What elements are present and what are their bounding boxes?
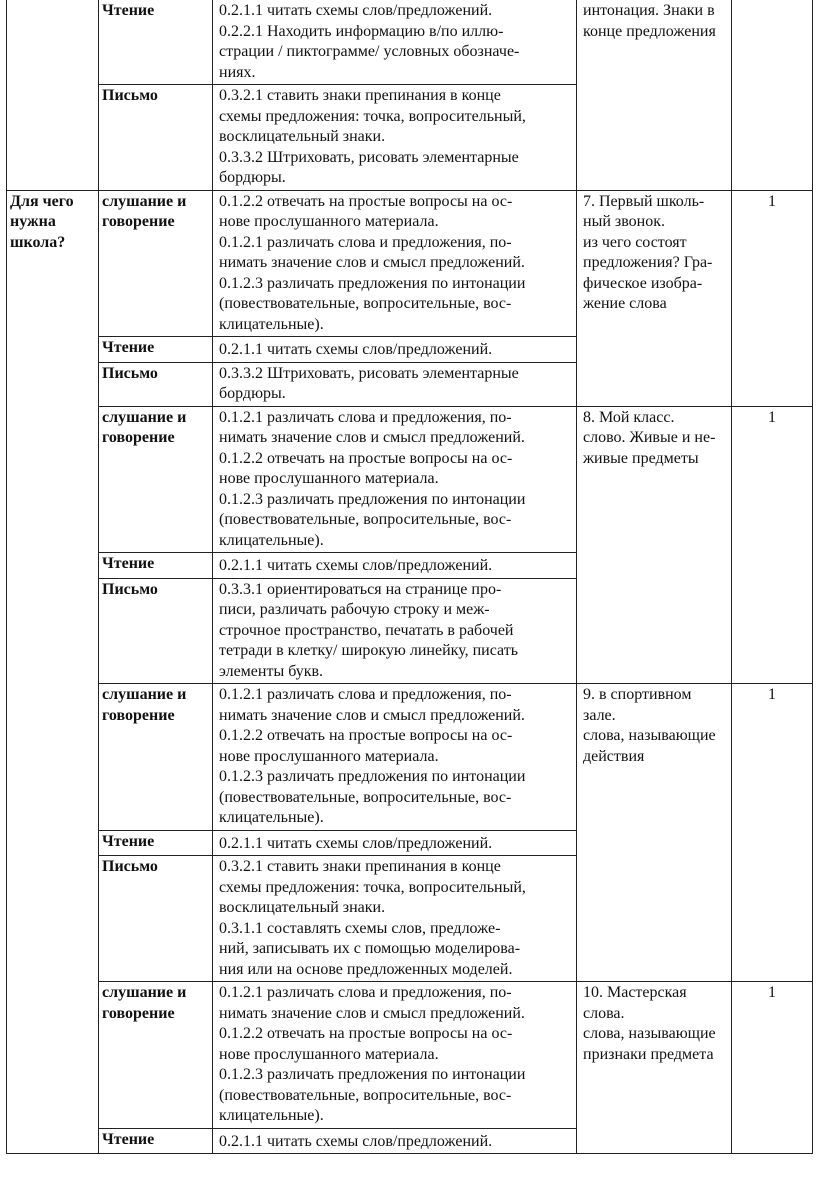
objective-line: ний, записывать их с помощью моделирова- xyxy=(219,940,521,957)
objective-line: бордюры. xyxy=(219,169,286,186)
objectives-cell xyxy=(213,553,577,579)
section-cell xyxy=(99,553,213,579)
table-row xyxy=(7,982,813,1129)
objective-line: бордюры. xyxy=(219,385,286,402)
objective-line: 0.2.1.1 читать схемы слов/предложений. xyxy=(219,1132,493,1150)
section-line: слушание и xyxy=(102,686,187,703)
section-line: Чтение xyxy=(102,555,155,572)
objectives-cell xyxy=(213,337,577,363)
topic-cell xyxy=(7,190,99,1154)
section-line: Письмо xyxy=(102,364,158,382)
lesson-topic-cell xyxy=(577,406,732,684)
objectives-cell xyxy=(213,684,577,831)
objective-line: 0.3.3.1 ориентироваться на странице про- xyxy=(219,580,502,598)
objectives-cell xyxy=(213,1128,577,1154)
section-line: Письмо xyxy=(102,858,158,875)
table-row xyxy=(7,684,813,831)
objective-line: 0.1.2.2 отвечать на простые вопросы на ос- xyxy=(219,192,513,210)
objective-line: схемы предложения: точка, вопросительный, xyxy=(219,107,526,125)
objective-line: (повествовательные, вопросительные, вос- xyxy=(219,788,512,806)
objective-line: 0.1.2.3 различать предложения по интонации xyxy=(219,490,526,508)
objective-line: 0.1.2.3 различать предложения по интонации xyxy=(219,1066,526,1083)
lesson-line: слово. Живые и не- xyxy=(583,429,716,446)
objective-line: нимать значение слов и смысл предложений. xyxy=(219,706,525,724)
lesson-line: ный звонок. xyxy=(583,213,665,230)
objective-line: 0.1.2.1 различать слова и предложения, по- xyxy=(219,984,512,1001)
objective-line: строчное пространство, печатать в рабочей xyxy=(219,621,514,639)
section-line: слушание и xyxy=(102,192,187,210)
objective-line: схемы предложения: точка, вопросительный, xyxy=(219,878,526,896)
section-line: Письмо xyxy=(102,87,158,104)
lesson-line: 7. Первый школь- xyxy=(583,192,705,210)
objective-line: нимать значение слов и смысл предложений. xyxy=(219,1004,525,1022)
lesson-line: 10. Мастерская xyxy=(583,984,687,1001)
objectives-cell xyxy=(213,982,577,1129)
lesson-topic-cell xyxy=(577,982,732,1154)
objective-line: 0.1.2.2 отвечать на простые вопросы на ос- xyxy=(219,727,513,744)
section-cell xyxy=(99,190,213,337)
objective-line: 0.1.2.2 отвечать на простые вопросы на ос- xyxy=(219,449,513,467)
hours-cell: 1 xyxy=(732,982,813,1154)
objective-line: клицательные). xyxy=(219,531,324,549)
section-line: говорение xyxy=(102,429,175,446)
section-line: говорение xyxy=(102,706,175,724)
objective-line: 0.1.2.3 различать предложения по интонации xyxy=(219,274,526,292)
objective-line: клицательные). xyxy=(219,1107,324,1124)
objective-line: 0.2.1.1 читать схемы слов/предложений. xyxy=(219,2,493,19)
objective-line: 0.1.2.3 различать предложения по интонации xyxy=(219,768,526,785)
table-row xyxy=(7,0,813,85)
table-row xyxy=(7,190,813,337)
topic-line: школа? xyxy=(10,233,66,251)
objective-line: ниях. xyxy=(219,63,256,81)
objective-line: 0.3.3.2 Штриховать, рисовать элементарные xyxy=(219,364,519,382)
section-cell xyxy=(99,337,213,363)
section-cell xyxy=(99,0,213,85)
lesson-line: слова, называющие xyxy=(583,727,716,744)
objective-line: 0.2.1.1 читать схемы слов/предложений. xyxy=(219,341,493,358)
objective-line: 0.2.1.1 читать схемы слов/предложений. xyxy=(219,834,493,852)
lesson-line: фическое изобра- xyxy=(583,274,703,292)
lesson-line: жение слова xyxy=(583,295,667,312)
objective-line: 0.1.2.1 различать слова и предложения, по- xyxy=(219,686,512,703)
hours-cell: 1 xyxy=(732,190,813,406)
objectives-cell xyxy=(213,85,577,191)
objective-line: страции / пиктограмме/ условных обозначе- xyxy=(219,43,520,60)
lesson-line: 9. в спортивном xyxy=(583,686,692,703)
objective-line: ния или на основе предложенных моделей. xyxy=(219,960,513,978)
topic-line: нужна xyxy=(10,213,56,230)
topic-line: Для чего xyxy=(10,192,74,210)
section-cell xyxy=(99,85,213,191)
lesson-line: слова, называющие xyxy=(583,1025,716,1042)
lesson-topic-cell xyxy=(577,684,732,982)
section-cell xyxy=(99,362,213,406)
table-row xyxy=(7,406,813,553)
section-cell xyxy=(99,684,213,831)
objective-line: восклицательный знаки. xyxy=(219,899,386,916)
curriculum-table xyxy=(6,0,813,1154)
objective-line: 0.3.2.1 ставить знаки препинания в конце xyxy=(219,858,501,875)
objectives-cell xyxy=(213,406,577,553)
lesson-topic-cell xyxy=(577,0,732,190)
hours-cell: 1 xyxy=(732,684,813,982)
lesson-line: живые предметы xyxy=(583,449,699,467)
objectives-cell xyxy=(213,0,577,85)
section-line: Письмо xyxy=(102,580,158,598)
objective-line: нове прослушанного материала. xyxy=(219,747,439,765)
objective-line: 0.1.2.1 различать слова и предложения, по- xyxy=(219,408,512,426)
section-line: Чтение xyxy=(102,2,155,19)
objective-line: нове прослушанного материала. xyxy=(219,1045,439,1063)
section-line: Чтение xyxy=(102,832,155,850)
objectives-cell xyxy=(213,190,577,337)
objectives-cell xyxy=(213,856,577,982)
section-line: Чтение xyxy=(102,339,155,356)
section-cell xyxy=(99,1128,213,1154)
section-cell xyxy=(99,856,213,982)
objective-line: клицательные). xyxy=(219,809,324,826)
lesson-line: действия xyxy=(583,747,645,765)
lesson-line: конце предложения xyxy=(583,22,716,40)
objective-line: (повествовательные, вопросительные, вос- xyxy=(219,1086,512,1104)
lesson-line: из чего состоят xyxy=(583,233,687,251)
lesson-line: зале. xyxy=(583,706,616,724)
objective-line: нимать значение слов и смысл предложений. xyxy=(219,254,525,271)
objective-line: элементы букв. xyxy=(219,662,324,680)
objective-line: 0.3.1.1 составлять схемы слов, предложе- xyxy=(219,919,501,937)
section-cell xyxy=(99,406,213,553)
objective-line: писи, различать рабочую строку и меж- xyxy=(219,601,490,618)
objective-line: 0.2.1.1 читать схемы слов/предложений. xyxy=(219,557,493,574)
objectives-cell xyxy=(213,362,577,406)
objectives-cell xyxy=(213,830,577,856)
lesson-line: признаки предмета xyxy=(583,1045,714,1063)
section-cell xyxy=(99,982,213,1129)
section-line: говорение xyxy=(102,1004,175,1022)
section-line: говорение xyxy=(102,213,175,230)
section-line: слушание и xyxy=(102,408,187,426)
lesson-line: интонация. Знаки в xyxy=(583,2,715,19)
lesson-line: слова. xyxy=(583,1004,625,1022)
hours-cell: 1 xyxy=(732,406,813,684)
lesson-line: предложения? Гра- xyxy=(583,254,713,271)
section-cell xyxy=(99,830,213,856)
curriculum-table-body xyxy=(7,0,813,1154)
objective-line: тетради в клетку/ широкую линейку, писать xyxy=(219,642,518,659)
objective-line: нимать значение слов и смысл предложений. xyxy=(219,429,525,446)
objective-line: (повествовательные, вопросительные, вос- xyxy=(219,511,512,528)
objectives-cell xyxy=(213,578,577,684)
hours-cell xyxy=(732,0,813,190)
section-line: слушание и xyxy=(102,984,187,1001)
lesson-topic-cell xyxy=(577,190,732,406)
objective-line: (повествовательные, вопросительные, вос- xyxy=(219,295,512,312)
topic-cell xyxy=(7,0,99,190)
lesson-line: 8. Мой класс. xyxy=(583,408,675,426)
objective-line: клицательные). xyxy=(219,315,324,333)
objective-line: 0.3.3.2 Штриховать, рисовать элементарные xyxy=(219,148,519,166)
objective-line: 0.1.2.1 различать слова и предложения, по- xyxy=(219,233,512,251)
objective-line: 0.3.2.1 ставить знаки препинания в конце xyxy=(219,87,501,104)
objective-line: 0.2.2.1 Находить информацию в/по иллю- xyxy=(219,22,504,40)
objective-line: нове прослушанного материала. xyxy=(219,470,439,487)
section-cell xyxy=(99,578,213,684)
objective-line: 0.1.2.2 отвечать на простые вопросы на ос- xyxy=(219,1025,513,1042)
objective-line: восклицательный знаки. xyxy=(219,128,386,145)
section-line: Чтение xyxy=(102,1130,155,1148)
objective-line: нове прослушанного материала. xyxy=(219,213,439,230)
